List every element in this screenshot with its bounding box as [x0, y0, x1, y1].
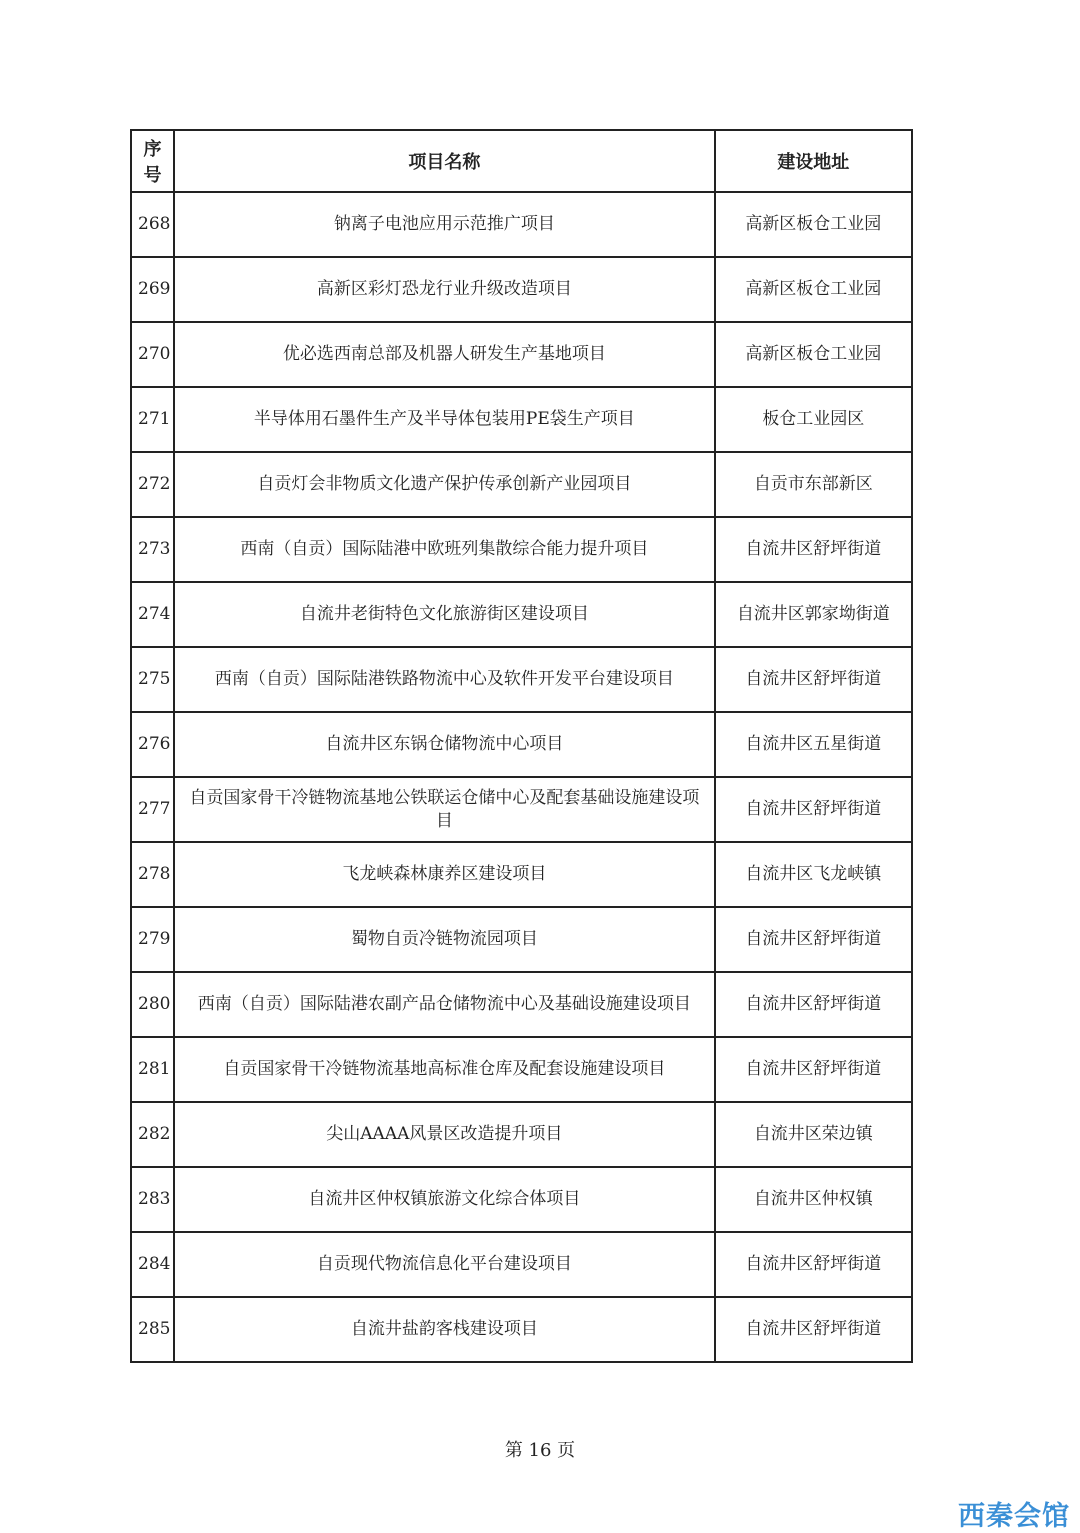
cell-address: 自流井区舒坪街道	[715, 1037, 912, 1102]
header-project-name: 项目名称	[174, 130, 715, 192]
table-header-row	[131, 130, 912, 192]
cell-address: 自流井区舒坪街道	[715, 517, 912, 582]
cell-project-name: 半导体用石墨件生产及半导体包装用PE袋生产项目	[174, 387, 715, 452]
table-row	[131, 192, 912, 257]
table-row	[131, 517, 912, 582]
table-row	[131, 322, 912, 387]
cell-serial: 273	[131, 517, 174, 582]
table-row	[131, 1297, 912, 1362]
table-row	[131, 257, 912, 322]
cell-project-name: 蜀物自贡冷链物流园项目	[174, 907, 715, 972]
cell-address: 自流井区荣边镇	[715, 1102, 912, 1167]
cell-address: 板仓工业园区	[715, 387, 912, 452]
watermark-logo: 西秦会馆	[958, 1501, 1070, 1532]
cell-serial: 275	[131, 647, 174, 712]
cell-serial: 284	[131, 1232, 174, 1297]
cell-address: 自流井区舒坪街道	[715, 777, 912, 842]
cell-serial: 282	[131, 1102, 174, 1167]
table-row	[131, 712, 912, 777]
table-row	[131, 1102, 912, 1167]
table-row	[131, 972, 912, 1037]
cell-address: 自流井区舒坪街道	[715, 972, 912, 1037]
header-address: 建设地址	[715, 130, 912, 192]
cell-project-name: 自流井老街特色文化旅游街区建设项目	[174, 582, 715, 647]
cell-serial: 272	[131, 452, 174, 517]
cell-serial: 271	[131, 387, 174, 452]
cell-address: 自流井区舒坪街道	[715, 1232, 912, 1297]
cell-serial: 281	[131, 1037, 174, 1102]
page-number: 第 16 页	[504, 1440, 576, 1461]
cell-project-name: 钠离子电池应用示范推广项目	[174, 192, 715, 257]
cell-project-name: 自贡国家骨干冷链物流基地公铁联运仓储中心及配套基础设施建设项目	[174, 777, 715, 842]
cell-project-name: 西南（自贡）国际陆港铁路物流中心及软件开发平台建设项目	[174, 647, 715, 712]
cell-serial: 285	[131, 1297, 174, 1362]
cell-address: 自流井区五星街道	[715, 712, 912, 777]
project-table	[130, 129, 913, 1363]
cell-serial: 279	[131, 907, 174, 972]
table-row	[131, 842, 912, 907]
cell-serial: 280	[131, 972, 174, 1037]
cell-serial: 283	[131, 1167, 174, 1232]
table-row	[131, 1037, 912, 1102]
table-row	[131, 582, 912, 647]
cell-serial: 277	[131, 777, 174, 842]
cell-address: 自流井区舒坪街道	[715, 907, 912, 972]
cell-project-name: 高新区彩灯恐龙行业升级改造项目	[174, 257, 715, 322]
cell-address: 高新区板仓工业园	[715, 192, 912, 257]
table-row	[131, 387, 912, 452]
cell-address: 高新区板仓工业园	[715, 322, 912, 387]
cell-serial: 276	[131, 712, 174, 777]
header-serial: 序号	[131, 130, 174, 192]
table-row	[131, 1232, 912, 1297]
table-row	[131, 647, 912, 712]
cell-address: 高新区板仓工业园	[715, 257, 912, 322]
cell-serial: 270	[131, 322, 174, 387]
cell-project-name: 自流井区东锅仓储物流中心项目	[174, 712, 715, 777]
cell-serial: 269	[131, 257, 174, 322]
cell-address: 自贡市东部新区	[715, 452, 912, 517]
cell-project-name: 尖山AAAA风景区改造提升项目	[174, 1102, 715, 1167]
table-body	[131, 192, 912, 1362]
cell-address: 自流井区飞龙峡镇	[715, 842, 912, 907]
cell-serial: 268	[131, 192, 174, 257]
cell-address: 自流井区舒坪街道	[715, 1297, 912, 1362]
table-row	[131, 1167, 912, 1232]
cell-project-name: 自流井盐韵客栈建设项目	[174, 1297, 715, 1362]
table-row	[131, 777, 912, 842]
cell-serial: 274	[131, 582, 174, 647]
cell-project-name: 西南（自贡）国际陆港中欧班列集散综合能力提升项目	[174, 517, 715, 582]
table-row	[131, 907, 912, 972]
cell-serial: 278	[131, 842, 174, 907]
cell-address: 自流井区舒坪街道	[715, 647, 912, 712]
cell-project-name: 自贡现代物流信息化平台建设项目	[174, 1232, 715, 1297]
cell-project-name: 西南（自贡）国际陆港农副产品仓储物流中心及基础设施建设项目	[174, 972, 715, 1037]
cell-address: 自流井区仲权镇	[715, 1167, 912, 1232]
cell-project-name: 优必选西南总部及机器人研发生产基地项目	[174, 322, 715, 387]
cell-project-name: 飞龙峡森林康养区建设项目	[174, 842, 715, 907]
cell-address: 自流井区郭家坳街道	[715, 582, 912, 647]
table-row	[131, 452, 912, 517]
cell-project-name: 自贡国家骨干冷链物流基地高标准仓库及配套设施建设项目	[174, 1037, 715, 1102]
cell-project-name: 自流井区仲权镇旅游文化综合体项目	[174, 1167, 715, 1232]
cell-project-name: 自贡灯会非物质文化遗产保护传承创新产业园项目	[174, 452, 715, 517]
